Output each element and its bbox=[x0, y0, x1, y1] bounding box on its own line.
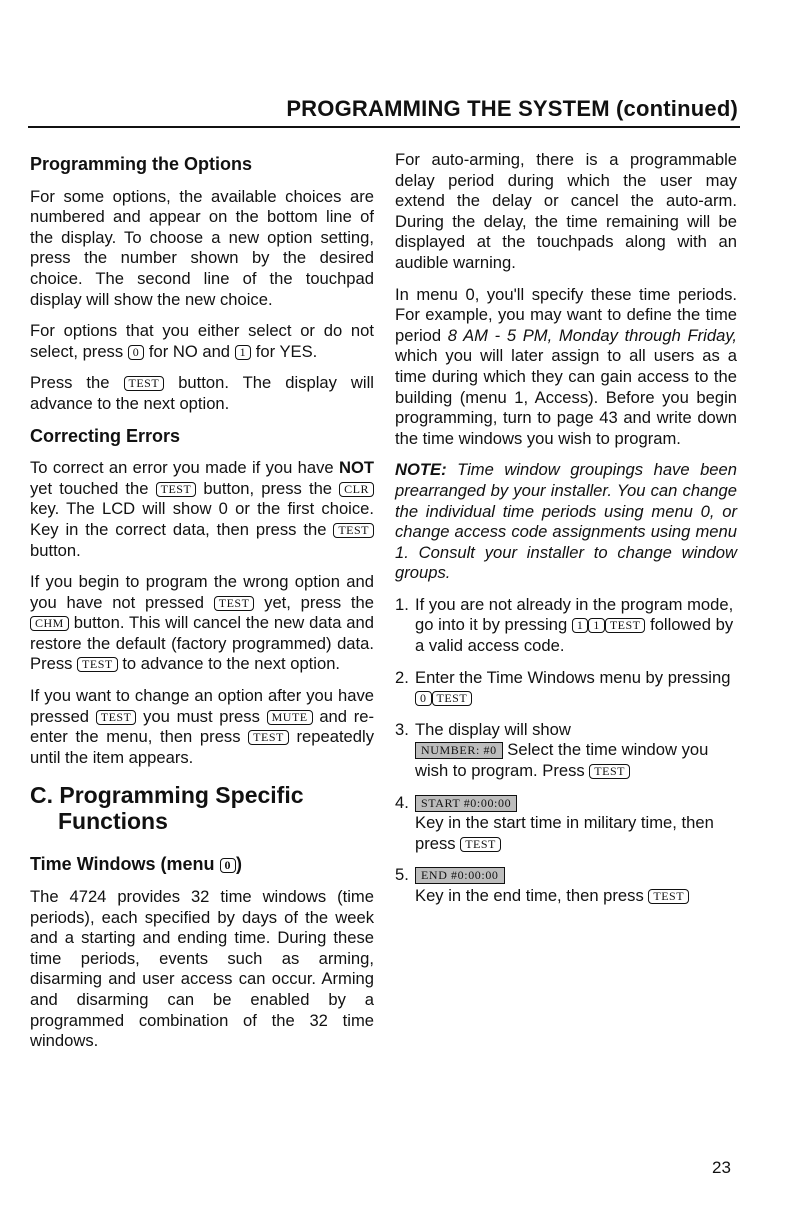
key-1: 1 bbox=[588, 618, 605, 633]
key-1: 1 bbox=[572, 618, 589, 633]
list-item: 3. The display will show NUMBER: #0 Select the time window you wish to program. Press TEST bbox=[395, 719, 709, 781]
header-rule bbox=[28, 126, 740, 128]
note: NOTE: Time window groupings have been prearranged by your installer. You can change the individual time periods using menu 0, or change access code assignments using menu 1. Consult your installer to change window groups. bbox=[395, 460, 737, 583]
paragraph-time-windows: The 4724 provides 32 time windows (time periods), each specified by days of the week and a starting and ending time. During these time periods, events such as arming, disarming and user access can occur. Arming and disarming can be enabled by a programmed combination of the 32 time windows. bbox=[30, 887, 374, 1051]
key-test: TEST bbox=[96, 710, 137, 725]
paragraph-wrong-option: If you begin to program the wrong option and you have not pressed TEST yet, press the CHM button. This will cancel the new data and restore the default (factory programmed) data. Press TEST to advance to the next option. bbox=[30, 572, 374, 674]
key-test: TEST bbox=[124, 376, 165, 391]
key-mute: MUTE bbox=[267, 710, 313, 725]
paragraph-options-intro: For some options, the available choices are numbered and appear on the bottom line of the display. To choose a new option setting, press the number shown by the desired choice. The second line of the touchpad display will show the new choice. bbox=[30, 186, 374, 309]
page-number: 23 bbox=[712, 1158, 731, 1177]
key-test: TEST bbox=[589, 764, 630, 779]
paragraph-change-option: If you want to change an option after you have pressed TEST you must press MUTE and re-enter the menu, then press TEST repeatedly until the item appears. bbox=[30, 686, 375, 767]
key-test: TEST bbox=[248, 730, 289, 745]
paragraph-test-advance: Press the TEST button. The display will advance to the next option. bbox=[30, 373, 374, 413]
list-item: 1. If you are not already in the program mode, go into it by pressing 1 1 TEST followed by a valid access code. bbox=[395, 594, 734, 656]
heading-correcting-errors: Correcting Errors bbox=[30, 425, 181, 446]
key-test: TEST bbox=[156, 482, 197, 497]
key-test: TEST bbox=[648, 889, 689, 904]
key-test: TEST bbox=[432, 691, 473, 706]
key-0: 0 bbox=[220, 858, 237, 873]
key-0: 0 bbox=[415, 691, 432, 706]
list-item: 2. Enter the Time Windows menu by pressing 0 TEST bbox=[395, 667, 731, 706]
lcd-end-display: END #0:00:00 bbox=[415, 867, 505, 884]
key-test: TEST bbox=[77, 657, 118, 672]
steps-list bbox=[395, 595, 737, 907]
page-header: PROGRAMMING THE SYSTEM (continued) bbox=[286, 96, 738, 121]
heading-section-c: C. Programming Specific Functions bbox=[30, 782, 304, 835]
key-clr: CLR bbox=[339, 482, 374, 497]
key-0: 0 bbox=[128, 345, 145, 360]
list-item: 4. START #0:00:00 Key in the start time in military time, then press TEST bbox=[395, 792, 714, 853]
lcd-number-display: NUMBER: #0 bbox=[415, 742, 503, 759]
key-chm: CHM bbox=[30, 616, 69, 631]
paragraph-auto-arming: For auto-arming, there is a programmable delay period during which the user may extend the delay or cancel the auto-arm. During the delay, the time remaining will be displayed at the touchpads along with an audible warning. bbox=[395, 150, 737, 272]
right-column bbox=[395, 150, 737, 918]
lcd-start-display: START #0:00:00 bbox=[415, 795, 517, 812]
key-1: 1 bbox=[235, 345, 252, 360]
paragraph-yes-no: For options that you either select or do not select, press 0 for NO and 1 for YES. bbox=[30, 321, 374, 361]
left-column bbox=[30, 150, 374, 1063]
key-test: TEST bbox=[460, 837, 501, 852]
list-item: 5. END #0:00:00 Key in the end time, then press TEST bbox=[395, 865, 737, 906]
key-test: TEST bbox=[214, 596, 255, 611]
paragraph-correct-error: To correct an error you made if you have NOT yet touched the TEST button, press the CLR key. The LCD will show 0 or the first choice. Key in the correct data, then press the TEST button. bbox=[30, 458, 374, 560]
paragraph-menu-0: In menu 0, you'll specify these time periods. For example, you may want to define the time period 8 AM - 5 PM, Monday through Friday, which you will later assign to all users as a time during which they can gain access to the building (menu 1, Access). Before you begin programming, turn to page 43 and write down the time windows you wish to program. bbox=[395, 284, 737, 448]
key-test: TEST bbox=[333, 523, 374, 538]
heading-time-windows: Time Windows (menu 0 ) bbox=[30, 854, 243, 875]
heading-programming-options: Programming the Options bbox=[30, 154, 253, 174]
key-test: TEST bbox=[605, 618, 646, 633]
